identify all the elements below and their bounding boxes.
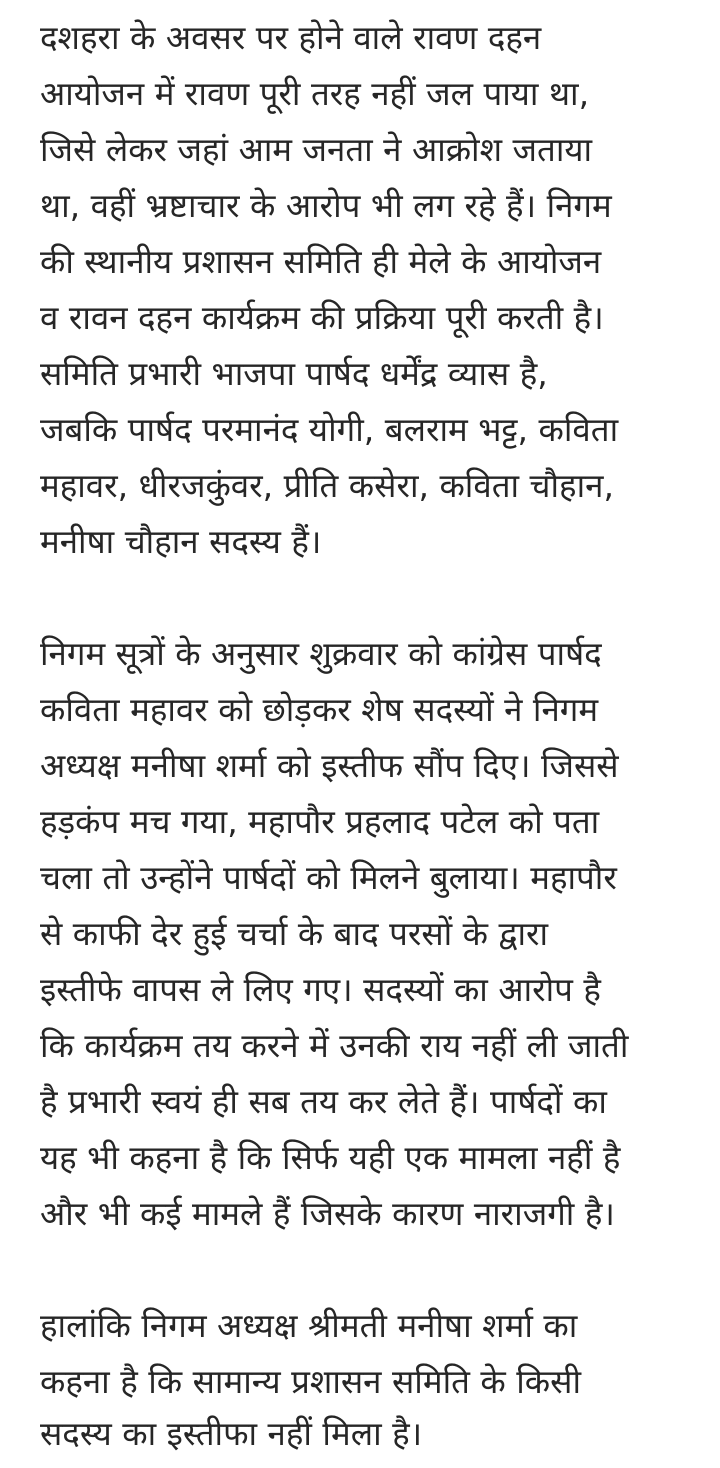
text-line: कि कार्यक्रम तय करने में उनकी राय नहीं ली जाती xyxy=(40,1026,629,1065)
text-line: यह भी कहना है कि सिर्फ यही एक मामला नहीं है xyxy=(40,1138,621,1177)
text-line: से काफी देर हुई चर्चा के बाद परसों के द्वारा xyxy=(40,914,549,953)
text-line: व रावन दहन कार्यक्रम की प्रक्रिया पूरी करती है। xyxy=(40,298,604,337)
text-line: दशहरा के अवसर पर होने वाले रावण दहन xyxy=(40,18,542,57)
text-line: निगम सूत्रों के अनुसार शुक्रवार को कांग्रेस पार्षद xyxy=(40,634,602,673)
text-line: अध्यक्ष मनीषा शर्मा को इस्तीफ सौंप दिए। जिससे xyxy=(40,746,619,785)
text-line: है प्रभारी स्वयं ही सब तय कर लेते हैं। पार्षदों का xyxy=(40,1082,607,1121)
text-line: सदस्य का इस्तीफा नहीं मिला है। xyxy=(40,1414,423,1453)
text-line: था, वहीं भ्रष्टाचार के आरोप भी लग रहे हैं। निगम xyxy=(40,186,612,225)
text-line: और भी कई मामले हैं जिसके कारण नाराजगी है। xyxy=(40,1194,615,1233)
text-line: हालांकि निगम अध्यक्ष श्रीमती मनीषा शर्मा का xyxy=(40,1306,578,1345)
text-line: आयोजन में रावण पूरी तरह नहीं जल पाया था, xyxy=(40,74,590,113)
text-line: कहना है कि सामान्य प्रशासन समिति के किसी xyxy=(40,1362,582,1401)
text-line: समिति प्रभारी भाजपा पार्षद धर्मेंद्र व्यास है, xyxy=(40,354,548,393)
text-line: कविता महावर को छोड़कर शेष सदस्यों ने निगम xyxy=(40,690,599,729)
text-line: की स्थानीय प्रशासन समिति ही मेले के आयोजन xyxy=(40,242,602,281)
text-line: हड़कंप मच गया, महापौर प्रहलाद पटेल को पता xyxy=(40,802,600,841)
text-line: मनीषा चौहान सदस्य हैं। xyxy=(40,522,322,561)
text-line: चला तो उन्होंने पार्षदों को मिलने बुलाया। महापौर xyxy=(40,858,617,897)
text-line: जिसे लेकर जहां आम जनता ने आक्रोश जताया xyxy=(40,130,593,169)
text-line: जबकि पार्षद परमानंद योगी, बलराम भट्ट, कविता xyxy=(40,410,619,449)
text-line: इस्तीफे वापस ले लिए गए। सदस्यों का आरोप है xyxy=(40,970,601,1009)
text-line: महावर, धीरजकुंवर, प्रीति कसेरा, कविता चौहान, xyxy=(40,466,614,505)
